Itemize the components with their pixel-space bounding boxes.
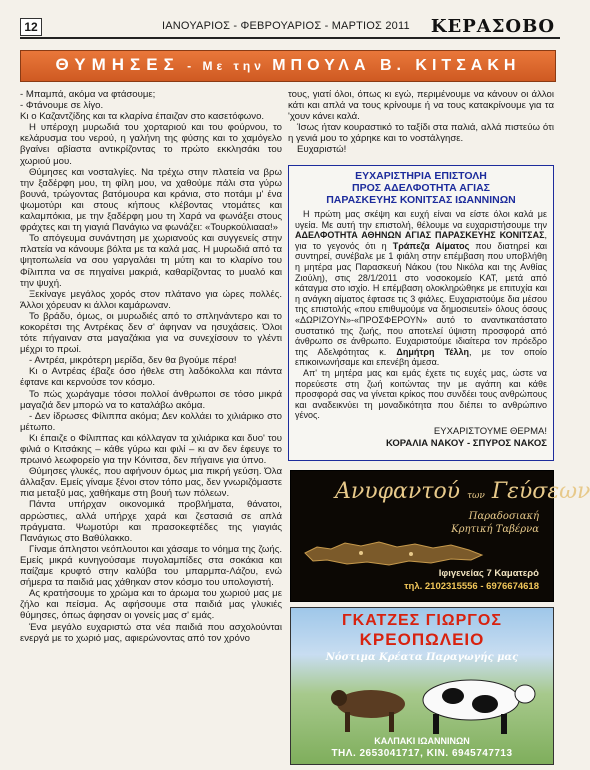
article-paragraph: Το απόγευμα συνάντηση με χωριανούς και συγγενείς στην πλατεία να κάνουμε βόλτα με τα καλά μας. Η μυρωδιά από τα ψητοπωλεία να σου γαργαλάει τη μύτη και το κλαρίνο του Φίλιππα να σε πηγαίνει μακριά, καθαρίζοντας το μυαλό και την ψυχή. — [20, 233, 282, 289]
article-paragraph: Θύμησες γλυκές, που αφήνουν όμως μια πικρή γεύση. Όλα άλλαξαν. Εμείς γίναμε ξένοι στον τόπο μας, δεν γνωριζόμαστε πια μεταξύ μας, χαθήκαμε στη βουή των πόλεων. — [20, 466, 282, 500]
letter-title — [295, 170, 547, 206]
article-paragraph: - Φτάνουμε σε λίγο. — [20, 100, 104, 112]
banner-byline-prefix: - Με την — [179, 59, 273, 73]
letter-body — [295, 209, 547, 421]
butcher-tagline: Νόστιμα Κρέατα Παραγωγής μας — [325, 652, 519, 663]
butcher-phone: ΤΗΛ. 2653041717, ΚΙΝ. 6945747713 — [331, 748, 513, 759]
article-paragraph: Κι ο Αντρέας έβαζε όσο ήθελε στη λαδόκολλα και πάντα έφτανε και κερνούσε τον κόσμο. — [20, 366, 282, 389]
article-paragraph: Το πώς χωράγαμε τόσοι πολλοί άνθρωποι σε τόσο μικρά μαγαζιά δεν μπορώ να το καταλάβω ακόμα. — [20, 388, 282, 411]
page-number: 12 — [20, 18, 42, 36]
article-paragraph: Θύμησες και νοσταλγίες. Να τρέχω στην πλατεία να βρω την ξαδέρφη μου, τη φίλη μου, να χαθούμε πάλι στα γύρω βουνά, τρώγοντας βατόμουρα και κράνια, στο ποτάμι μ' ένα ψωμοτύρι και στους κήπους κλέβοντας ντομάτες και καλαμπόκια, με την ξαδέρφη μου τη Χαρά να φωνάξει στους φράχτες και τη γιαγιά Πανάγιω να φωνάζει: «Τουρκούλιααα!» — [20, 166, 282, 234]
tavern-phone: τηλ. 2102315556 - 6976674618 — [404, 581, 539, 592]
letter-text: , με τον οποίο επικοινωνήσαμε και επενέβη άμεσα. — [295, 346, 547, 368]
article-paragraph: Ένα μεγάλο ευχαριστώ στα νέα παιδιά που ασχολούνται ενεργά με το χωριό μας, αφιερώνοντας από τον χρόνο — [20, 621, 282, 644]
article-paragraph: Πάντα υπήρχαν οικονομικά προβλήματα, θάνατοι, αρρώστιες, αλλά υπήρχε χαρά και ζεστασιά σε απλά πράγματα. Ψωμοτύρι και πρασοκεφτέδες της γιαγιάς Πανάγιως στο Βαθύλακκο. — [20, 499, 282, 544]
letter-title-line: ΠΑΡΑΣΚΕΥΗΣ ΚΟΝΙΤΣΑΣ ΙΩΑΝΝΙΝΩΝ — [326, 194, 516, 206]
letter-text: , για το γεγονός ότι η — [295, 230, 547, 251]
tavern-address: Ιφιγενείας 7 Καματερό — [438, 568, 539, 579]
article-paragraph: Ευχαριστώ! — [297, 144, 347, 156]
header-rule — [20, 37, 560, 39]
tavern-advertisement — [290, 470, 590, 602]
letter-paragraph — [295, 209, 547, 368]
thank-you-letter — [288, 165, 554, 461]
issue-date: ΙΑΝΟΥΑΡΙΟΣ - ΦΕΒΡΟΥΑΡΙΟΣ - ΜΑΡΤΙΟΣ 2011 — [162, 20, 410, 32]
article-paragraph: Ας κρατήσουμε το χρώμα και το άρωμα του χωριού μας με ζήλο και πείσμα. Ας αφήσουμε στα παιδιά μας γλυκιές θύμησες, όπως άφησαν οι γονείς μας σ' εμάς. — [20, 588, 282, 622]
tavern-name — [335, 479, 590, 504]
tavern-subtitle: Κρητική Ταβέρνα — [451, 524, 539, 535]
banner-author: ΜΠΟΥΛΑ Β. ΚΙΤΣΑΚΗ — [272, 57, 521, 74]
article-paragraph: Γίναμε άπληστοι νεόπλουτοι και χάσαμε το νόημα της ζωής. Εμείς μικρά κυνηγούσαμε πυγολαμπίδες στα σοκάκια και παίζαμε κρυφτό στην καλύβα του μπαρμπα-Λάζου, ενώ σήμερα τα παιδιά μας χάθηκαν στον κόσμο του υπολογιστή. — [20, 543, 282, 589]
page-header — [12, 4, 557, 38]
letter-title-line: ΕΥΧΑΡΙΣΤΗΡΙΑ ΕΠΙΣΤΟΛΗ — [355, 170, 487, 182]
livestock-icon — [301, 668, 545, 738]
letter-text: που διατηρεί και συντηρεί, συνέβαλε με 1 φιάλη στην επέμβαση που υποβλήθη η μητέρα μας Παρασκευή Νάκου (του Νικόλα και της Ανθίας Ζιούλη), στις 28/1/2011 στο νοσοκομείο ΚΑΤ, μετά από κάταγμα στο ισχίο. Η επέμβαση ολοκληρώθηκε με επιτυχία και η ανάγκη αίματος έφτασε τις 3 φιάλες. Ευχαριστούμε δια μέσου της επιστολής «που επιθυμούμε να δημοσιευτεί» όλους όσους «ΔΩΡΙΖΟΥΝ»-«ΠΡΟΣΦΕΡΟΥΝ» αυτό το αναντικατάστατο συστατικό της ζωής, που αποτελεί ύψιστη προσφορά από άνθρωπο σε άνθρωπο. Ευχαριστούμε ιδιαίτερα τον πρόεδρο της Αδελφότητας κ. — [295, 240, 548, 357]
letter-bold-text: ΑΔΕΛΦΟΤΗΤΑ ΑΘΗΝΩΝ ΑΓΙΑΣ ΠΑΡΑΣΚΕΥΗΣ ΚΟΝΙΤΣΑΣ — [295, 230, 545, 241]
letter-thanks: ΕΥΧΑΡΙΣΤΟΥΜΕ ΘΕΡΜΑ! — [433, 425, 547, 437]
article-paragraph: τους, γιατί όλοι, όπως κι εγώ, περιμένουμε να κάνουν οι άλλοι κάτι και απλά να τους κρίνουμε ή να τους κατακρίνουμε για τα 'χουν κάνει καλά. — [288, 89, 554, 123]
letter-signers: ΚΟΡΑΛΙΑ ΝΑΚΟΥ - ΣΠΥΡΟΣ ΝΑΚΟΣ — [385, 437, 547, 449]
article-paragraph: - Αντρέα, μικρότερη μερίδα, δεν θα βγούμε πέρα! — [29, 355, 237, 367]
butcher-advertisement — [290, 607, 554, 765]
butcher-location: ΚΑΛΠΑΚΙ ΙΩΑΝΝΙΝΩΝ — [374, 736, 470, 746]
letter-bold-text: Τράπεζα Αίματος — [392, 240, 470, 251]
banner-title: ΘΥΜΗΣΕΣ — [55, 55, 180, 74]
article-paragraph: Ίσως ήταν κουραστικό το ταξίδι στα παλιά, αλλά πιστεύω ότι η γενιά μου το χάρηκε και το νοστάλγησε. — [288, 122, 554, 145]
article-paragraph: Η υπέροχη μυρωδιά του χορταριού και του φούρνου, το κελάρυσμα του νερού, η γαλήνη της φύσης και το χαμόγελο βγαίνει αβίαστα αντικρίζοντας το πρώτο εκκλησάκι του χωριού μου. — [20, 122, 282, 167]
section-banner — [20, 50, 556, 82]
article-paragraph: Το βράδυ, όμως, οι μυρωδιές από το σπληνάντερο και το κοκορέτσι της Αντρέκας δεν σ' άφηναν να ησυχάσεις. Όλοι τότε πήγαιναν στα μαγαζάκια για να συνεχίσουν το γλέντι μέχρι το πρωί. — [20, 310, 282, 356]
letter-text: Η πρώτη μας σκέψη και ευχή είναι να είστε όλοι καλά με υγεία. Με αυτή την επιστολή, θέλουμε να ευχαριστήσουμε την — [295, 209, 547, 230]
tavern-subtitle: Παραδοσιακή — [468, 511, 539, 522]
tavern-name-part: Ανυφαντού — [335, 479, 468, 504]
article-paragraph: - Μπαμπά, ακόμα να φτάσουμε; — [20, 89, 156, 100]
letter-paragraph: Απ' τη μητέρα μας και εμάς έχετε τις ευχές μας, ώστε να πορεύεστε στη ζωή κοιτώντας την με αγάπη και κάθε προσφορά σας να γίνεται κρίκος που συνδέει τους ανθρώπους και αναδεικνύει τη μοναδικότητα που διέπει το ανθρώπινο γένος. — [295, 367, 547, 421]
butcher-shop-type: ΚΡΕΟΠΩΛΕΙΟ — [359, 630, 485, 649]
butcher-name: ΓΚΑΤΖΕΣ ΓΙΩΡΓΟΣ — [342, 612, 502, 629]
crete-map-icon — [301, 533, 486, 573]
newspaper-name: ΚΕΡΑΣΟΒΟ — [430, 16, 555, 37]
tavern-name-part: των — [467, 491, 485, 501]
article-left-column — [20, 89, 282, 644]
letter-title-line: ΠΡΟΣ ΑΔΕΛΦΟΤΗΤΑ ΑΓΙΑΣ — [352, 182, 490, 194]
article-paragraph: Ξεκίναγε μεγάλος χορός στον πλάτανο για ώρες πολλές. Άλλοι χόρευαν κι άλλοι καμάρωναν. — [20, 288, 282, 311]
letter-bold-text: Δημήτρη Τέλλη — [396, 346, 469, 357]
article-right-column — [288, 89, 554, 156]
article-paragraph: - Δεν ίδρωσες Φίλιππα ακόμα; Δεν κολλάει το χιλιάρικο στο μέτωπο. — [20, 410, 282, 433]
article-paragraph: Κι έπαιζε ο Φίλιππας και κόλλαγαν τα χιλιάρικα και δυο' του φιλιά ο Κιτσάκης – κάθε γύρω και φιλί – κι αν δεν έφευγε το πρωινό λεωφορείο για την Κόνιτσα, δεν πήγαινε για ύπνο. — [20, 432, 282, 467]
tavern-name-part: Γεύσεων — [484, 479, 590, 504]
article-paragraph: Κι ο Καζαντζίδης και τα κλαρίνα έπαιζαν στο κασετόφωνο. — [20, 111, 265, 123]
